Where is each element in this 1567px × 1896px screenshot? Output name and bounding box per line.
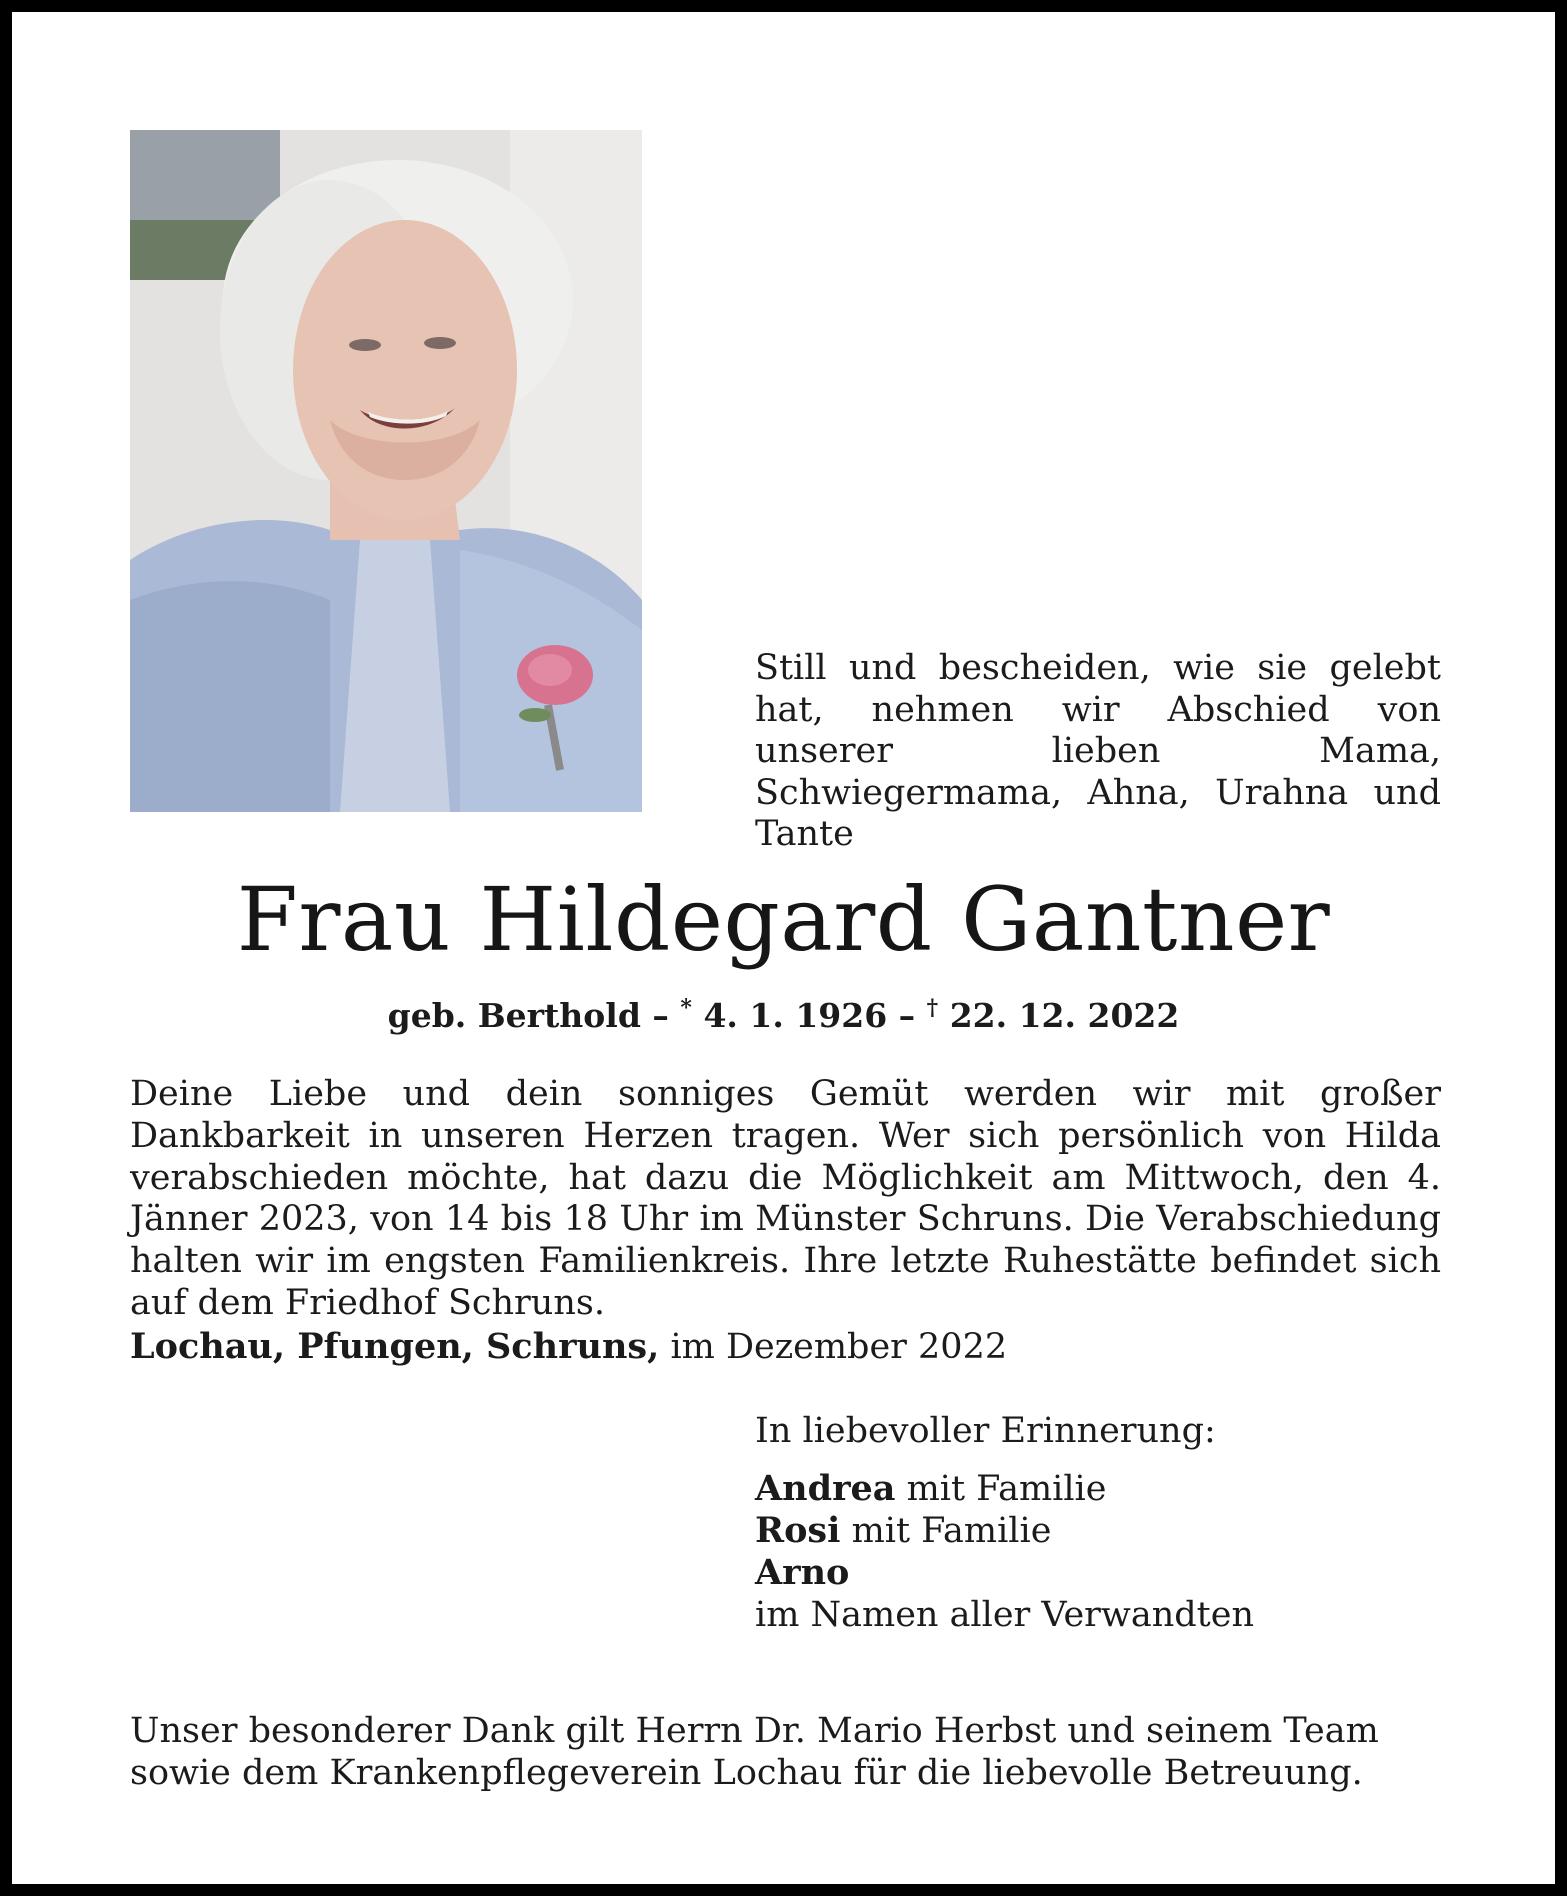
signatory — [755, 1468, 1455, 1510]
relatives-line: im Namen aller Verwandten — [755, 1595, 1254, 1635]
death-cross: † — [926, 995, 939, 1021]
signatory-name: Arno — [755, 1552, 850, 1593]
signatory-name: Rosi — [755, 1510, 841, 1551]
dash-separator: – — [652, 996, 669, 1035]
intro-text: Still und bescheiden, wie sie gelebt hat, nehmen wir Abschied von unserer lieben Mama, Schwiegermama, Ahna, Urahna und Tante — [755, 648, 1441, 854]
birth-date: 4. 1. 1926 — [703, 996, 888, 1035]
places: Lochau, Pfungen, Schruns, — [130, 1326, 660, 1367]
birth-star: * — [680, 995, 692, 1021]
thanks-text: Unser besonderer Dank gilt Herrn Dr. Mario Herbst und seinem Team sowie dem Krankenpflegeverein Lochau für die liebevolle Betreuung. — [130, 1711, 1379, 1793]
dash-separator: – — [898, 996, 916, 1035]
signatory — [755, 1510, 1455, 1552]
signatory — [755, 1552, 1455, 1594]
deceased-name: Frau Hildegard Gantner — [236, 868, 1331, 971]
signatory-name: Andrea — [755, 1468, 896, 1509]
portrait-photo — [130, 130, 642, 812]
life-dates — [12, 994, 1555, 1038]
place-date-line — [130, 1326, 1441, 1368]
memory-heading: In liebevoller Erinnerung: — [755, 1411, 1216, 1451]
obituary-page — [12, 12, 1555, 1884]
body-text: Deine Liebe und dein sonniges Gemüt werden wir mit großer Dankbarkeit in unseren Herzen tragen. Wer sich persönlich von Hilda verabschieden möchte, hat dazu die Möglichkeit am Mittwoch, den 4. Jänner 2023, von 14 bis 18 Uhr im Münster Schruns. Die Verabschiedung halten wir im engsten Familienkreis. Ihre letzte Ruhestätte befindet sich auf dem Friedhof Schruns. — [130, 1074, 1441, 1323]
notice-date: im Dezember 2022 — [670, 1327, 1008, 1367]
signatory-suffix: mit Familie — [906, 1469, 1107, 1509]
signatory-suffix: mit Familie — [851, 1511, 1052, 1551]
death-date: 22. 12. 2022 — [949, 996, 1180, 1035]
birth-name: geb. Berthold — [387, 996, 641, 1035]
